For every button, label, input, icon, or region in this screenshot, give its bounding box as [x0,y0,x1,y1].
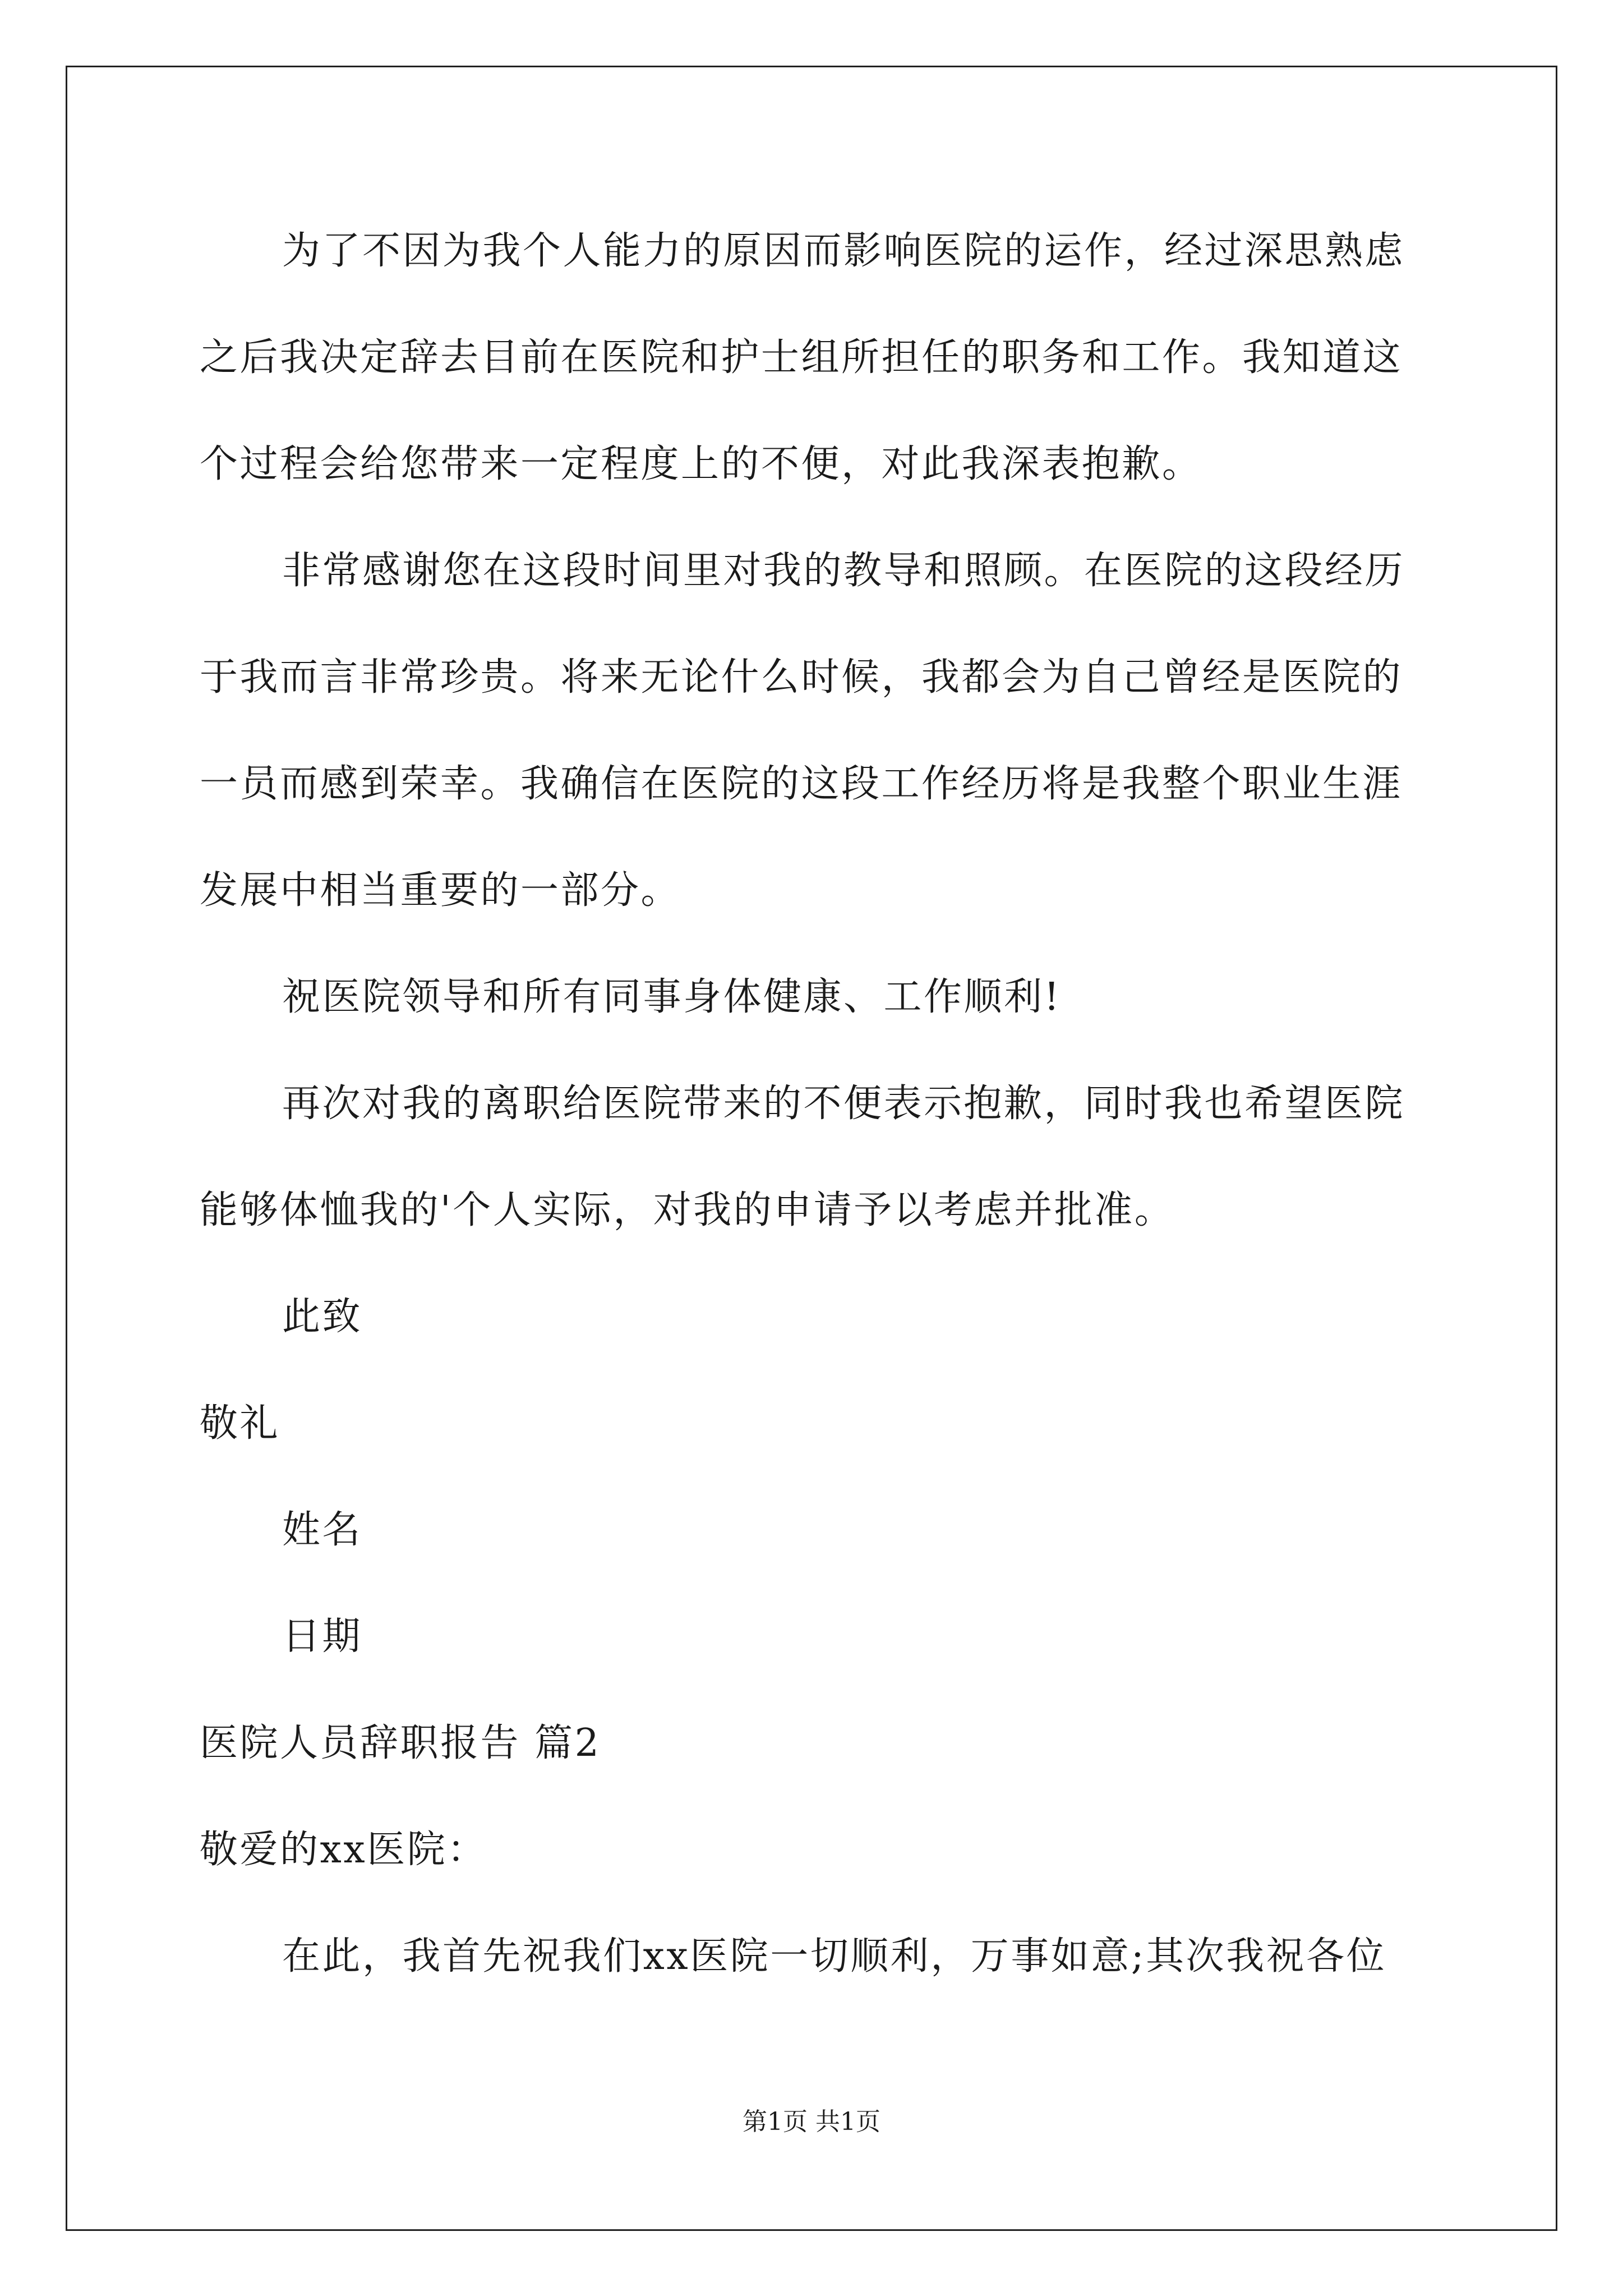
paragraph-line: 于我而言非常珍贵。将来无论什么时候，我都会为自己曾经是医院的 [200,655,1403,700]
paragraph-line: 一员而感到荣幸。我确信在医院的这段工作经历将是我整个职业生涯 [200,762,1403,806]
paragraph-line: 再次对我的离职给医院带来的不便表示抱歉，同时我也希望医院 [282,1082,1405,1126]
paragraph-line: 之后我决定辞去目前在医院和护士组所担任的职务和工作。我知道这 [200,335,1403,380]
signature-date: 日期 [282,1614,363,1659]
paragraph-line: 能够体恤我的'个人实际，对我的申请予以考虑并批准。 [200,1188,1175,1232]
section-title: 医院人员辞职报告 篇2 [200,1721,601,1765]
page-border [66,66,1557,2231]
closing-line: 此致 [282,1295,363,1339]
paragraph-line: 发展中相当重要的一部分。 [200,868,681,913]
paragraph-line: 在此，我首先祝我们xx医院一切顺利，万事如意;其次我祝各位 [282,1934,1387,1978]
signature-name: 姓名 [282,1508,363,1552]
paragraph-line: 个过程会给您带来一定程度上的不便，对此我深表抱歉。 [200,442,1202,486]
salutation-line: 敬礼 [200,1401,280,1446]
paragraph-line: 为了不因为我个人能力的原因而影响医院的运作，经过深思熟虑 [282,229,1405,273]
page-number-footer: 第1页 共1页 [743,2108,880,2136]
paragraph-line: 祝医院领导和所有同事身体健康、工作顺利! [282,975,1062,1019]
paragraph-line: 非常感谢您在这段时间里对我的教导和照顾。在医院的这段经历 [282,549,1405,593]
greeting-line: 敬爱的xx医院： [200,1828,487,1872]
